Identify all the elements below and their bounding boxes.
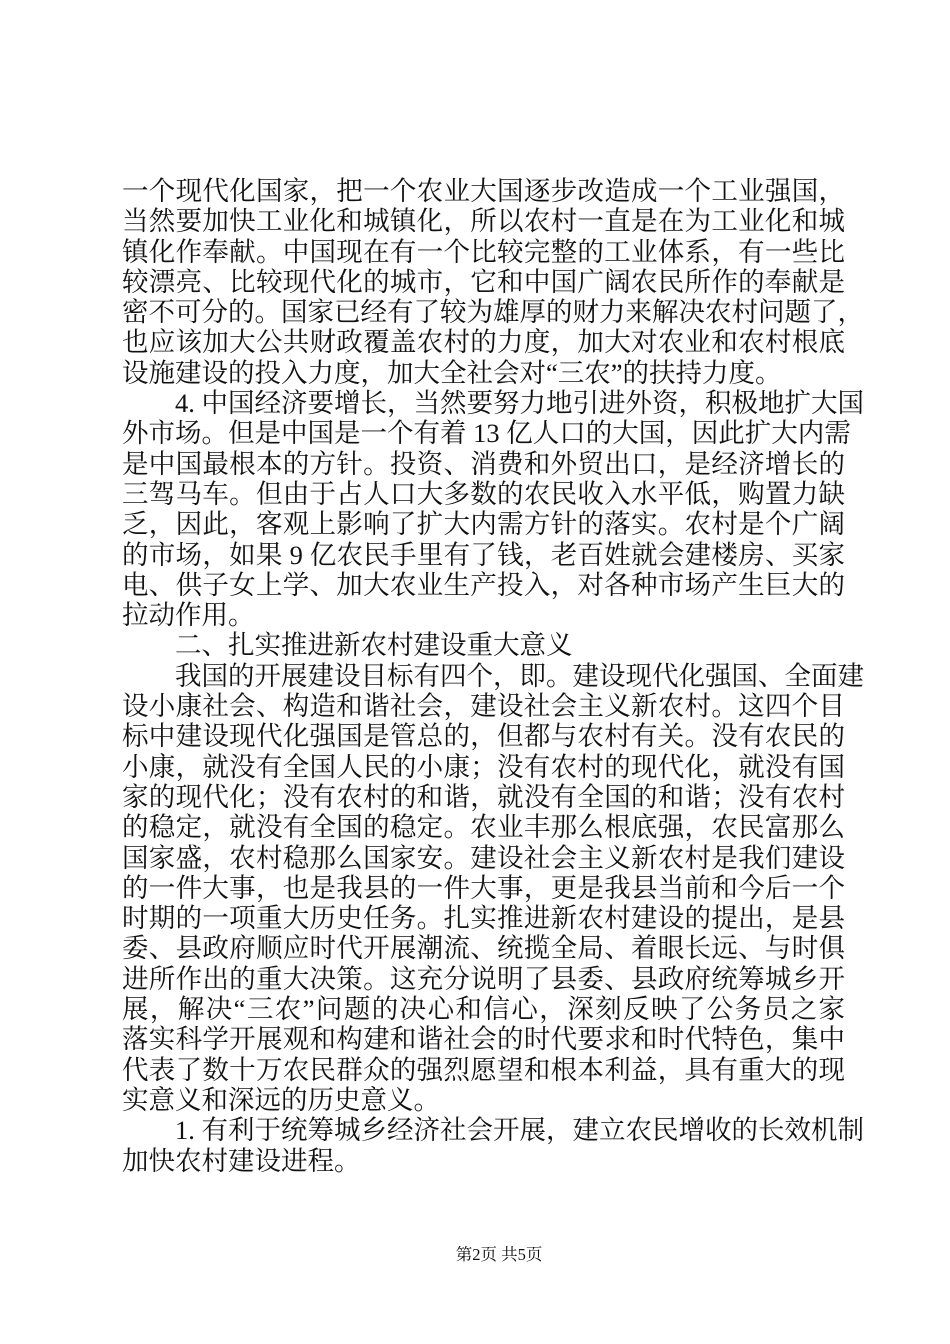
text-line: 的市场，如果 9 亿农民手里有了钱，老百姓就会建楼房、买家 (122, 539, 845, 570)
text-line: 外市场。但是中国是一个有着 13 亿人口的大国，因此扩大内需 (122, 418, 851, 449)
text-line: 密不可分的。国家已经有了较为雄厚的财力来解决农村问题了， (122, 297, 864, 328)
text-line: 标中建设现代化强国是管总的，但都与农村有关。没有农民的 (122, 721, 845, 752)
text-line: 展，解决“三农”问题的决心和信心，深刻反映了公务员之家 (122, 994, 845, 1025)
document-body (122, 176, 864, 1176)
section-heading-line: 二、扎实推进新农村建设重大意义 (175, 630, 573, 661)
text-line: 小康，就没有全国人民的小康；没有农村的现代化，就没有国 (122, 751, 845, 782)
text-line: 较漂亮、比较现代化的城市，它和中国广阔农民所作的奉献是 (122, 266, 845, 297)
text-line: 当然要加快工业化和城镇化，所以农村一直是在为工业化和城 (122, 206, 845, 237)
text-line: 拉动作用。 (122, 600, 255, 631)
page-number: 第2页 共5页 (455, 1245, 543, 1264)
text-line: 时期的一项重大历史任务。扎实推进新农村建设的提出，是县 (122, 903, 845, 934)
text-line: 三驾马车。但由于占人口大多数的农民收入水平低，购置力缺 (122, 478, 845, 509)
text-line: 进所作出的重大决策。这充分说明了县委、县政府统筹城乡开 (122, 963, 845, 994)
text-line: 国家盛，农村稳那么国家安。建设社会主义新农村是我们建设 (122, 842, 845, 873)
text-line: 设小康社会、构造和谐社会，建设社会主义新农村。这四个目 (122, 691, 845, 722)
text-line: 是中国最根本的方针。投资、消费和外贸出口，是经济增长的 (122, 448, 845, 479)
page-footer (0, 1244, 950, 1266)
text-line: 的稳定，就没有全国的稳定。农业丰那么根底强，农民富那么 (122, 812, 845, 843)
text-line: 委、县政府顺应时代开展潮流、统揽全局、着眼长远、与时俱 (122, 933, 845, 964)
text-line: 加快农村建设进程。 (122, 1145, 361, 1176)
text-line: 电、供子女上学、加大农业生产投入，对各种市场产生巨大的 (122, 569, 845, 600)
text-line: 的一件大事，也是我县的一件大事，更是我县当前和今后一个 (122, 872, 845, 903)
text-line: 乏，因此，客观上影响了扩大内需方针的落实。农村是个广阔 (122, 509, 845, 540)
text-line: 一个现代化国家，把一个农业大国逐步改造成一个工业强国， (122, 176, 845, 206)
text-line: 落实科学开展观和构建和谐社会的时代要求和时代特色，集中 (122, 1024, 845, 1055)
text-line: 1. 有利于统筹城乡经济社会开展，建立农民增收的长效机制 (175, 1115, 864, 1146)
text-line: 我国的开展建设目标有四个，即。建设现代化强国、全面建 (175, 660, 864, 691)
text-line: 实意义和深远的历史意义。 (122, 1084, 440, 1115)
text-line: 4. 中国经济要增长，当然要努力地引进外资，积极地扩大国 (175, 388, 864, 419)
text-line: 设施建设的投入力度，加大全社会对“三农”的扶持力度。 (122, 357, 782, 388)
text-line: 家的现代化；没有农村的和谐，就没有全国的和谐；没有农村 (122, 781, 845, 812)
text-line: 代表了数十万农民群众的强烈愿望和根本利益，具有重大的现 (122, 1054, 845, 1085)
text-line: 镇化作奉献。中国现在有一个比较完整的工业体系，有一些比 (122, 236, 845, 267)
text-line: 也应该加大公共财政覆盖农村的力度，加大对农业和农村根底 (122, 327, 845, 358)
